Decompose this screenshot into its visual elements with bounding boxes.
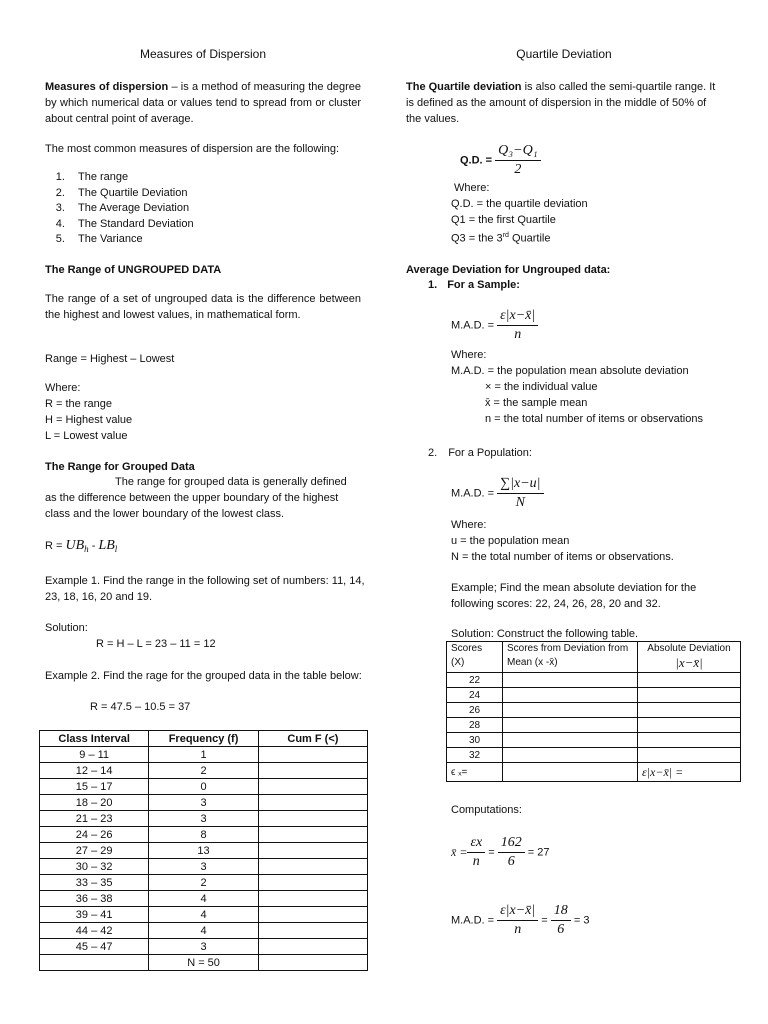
computations-label: Computations: — [451, 804, 522, 816]
class-interval-cell: 30 – 32 — [40, 859, 149, 875]
dispersion-text: – is a method of measuring the degree by which numerical data or values tend to spread from or cluster about central point of average. — [45, 81, 361, 125]
cumf-cell — [258, 939, 367, 955]
dispersion-definition — [45, 79, 361, 127]
formula-ub: UB — [65, 538, 85, 553]
class-interval-cell: 45 – 47 — [40, 939, 149, 955]
class-interval-cell: 44 – 42 — [40, 923, 149, 939]
mad-label: M.A.D. = — [451, 487, 498, 500]
mad-final-numerator-value: 18 — [551, 902, 571, 921]
range-formula: Range = Highest – Lowest — [45, 353, 175, 365]
mad-solution: Solution: Construct the following table. — [451, 628, 639, 640]
mad-label: M.A.D. = — [451, 914, 498, 927]
table-row — [447, 748, 741, 763]
sample-heading — [428, 277, 520, 293]
table-header-row — [447, 642, 741, 673]
frequency-cell: 3 — [149, 811, 258, 827]
sample-where — [451, 347, 703, 427]
table-row — [447, 673, 741, 688]
deviation-cell — [503, 718, 638, 733]
where-item: M.A.D. = the population mean absolute deviation — [451, 365, 689, 377]
where-item: N = the total number of items or observations. — [451, 551, 674, 563]
table-row — [40, 763, 368, 779]
formula-minus: - — [88, 540, 99, 552]
table-row — [40, 779, 368, 795]
absolute-deviation-cell — [638, 703, 741, 718]
sample-number: 1. — [428, 279, 438, 291]
deviation-cell — [503, 688, 638, 703]
range-ungrouped-text: The range of a set of ungrouped data is the difference between the highest and lowest values, in mathematical form. — [45, 293, 361, 321]
mean-numerator-value: 162 — [498, 834, 525, 853]
mad-population-formula — [451, 475, 544, 512]
list-item: 3. The Average Deviation — [68, 201, 368, 217]
q3-sup: rd — [502, 232, 509, 239]
where-item: L = Lowest value — [45, 430, 128, 442]
qd-text: is also called the semi-quartile range. It is defined as the amount of dispersion in the middle of 50% of the values. — [406, 81, 716, 125]
deviation-cell — [503, 733, 638, 748]
class-interval-cell: 18 – 20 — [40, 795, 149, 811]
where-item: x̄ = the sample mean — [485, 397, 588, 409]
qd-denominator: 2 — [514, 162, 522, 177]
class-interval-table — [39, 730, 368, 971]
class-interval-cell — [40, 955, 149, 971]
formula-prefix: R = — [45, 540, 66, 552]
class-interval-cell: 21 – 23 — [40, 811, 149, 827]
q3-suffix: Quartile — [508, 232, 551, 245]
mean-eq: = — [485, 846, 498, 859]
table-row — [40, 843, 368, 859]
qd-formula — [460, 142, 541, 179]
frequency-cell: 2 — [149, 875, 258, 891]
where-item: × = the individual value — [485, 381, 598, 393]
list-item: 1. The range — [68, 170, 368, 186]
class-interval-cell: 36 – 38 — [40, 891, 149, 907]
population-where — [451, 517, 674, 565]
frequency-cell: 3 — [149, 859, 258, 875]
mad-label: M.A.D. = — [451, 319, 498, 332]
sample-heading-text: For a Sample: — [447, 279, 520, 291]
right-title: Quartile Deviation — [516, 47, 612, 61]
absolute-deviation-cell — [638, 748, 741, 763]
population-heading-text: For a Population: — [448, 447, 532, 459]
where-item — [451, 228, 588, 247]
where-item: R = the range — [45, 398, 112, 410]
cumf-cell — [258, 907, 367, 923]
cumf-cell — [258, 955, 367, 971]
class-interval-cell: 33 – 35 — [40, 875, 149, 891]
class-interval-cell: 15 – 17 — [40, 779, 149, 795]
solution-label: Solution: — [45, 622, 88, 634]
table-row — [40, 875, 368, 891]
population-number: 2. — [428, 447, 438, 459]
frequency-cell: 0 — [149, 779, 258, 795]
footer-sum-abs: ε|x−x̄| = — [638, 763, 741, 782]
frequency-cell: 4 — [149, 891, 258, 907]
qd-label: Q.D. = — [460, 154, 496, 167]
class-interval-cell: 39 – 41 — [40, 907, 149, 923]
range-grouped-text: The range for grouped data is generally defined as the difference between the upper boundary of the highest class and the lower boundary of the lowest class. — [45, 476, 347, 520]
class-interval-cell: 27 – 29 — [40, 843, 149, 859]
formula-lb: LB — [98, 538, 115, 553]
mean-computation — [451, 834, 550, 871]
class-interval-cell: 12 – 14 — [40, 763, 149, 779]
absolute-deviation-cell — [638, 673, 741, 688]
table-row — [40, 923, 368, 939]
where-label: Where: — [451, 519, 487, 531]
score-cell: 30 — [447, 733, 503, 748]
mad-sample-denominator: n — [514, 327, 522, 342]
table-row — [447, 688, 741, 703]
qd-where-label: Where: — [454, 182, 490, 194]
frequency-cell: 3 — [149, 939, 258, 955]
where-item: Q.D. = the quartile deviation — [451, 198, 588, 210]
formula-sub-h: h — [84, 544, 89, 555]
table-row — [40, 747, 368, 763]
range-where — [45, 380, 132, 444]
score-cell: 22 — [447, 673, 503, 688]
mad-sample-formula — [451, 307, 538, 344]
cumf-cell — [258, 923, 367, 939]
header-scores: Scores (X) — [447, 642, 503, 673]
cumf-cell — [258, 811, 367, 827]
table-footer-row — [447, 763, 741, 782]
frequency-cell: 8 — [149, 827, 258, 843]
mad-pop-denominator: N — [515, 495, 525, 510]
table-row — [447, 718, 741, 733]
example2-text: Example 2. Find the rage for the grouped data in the table below: — [45, 670, 362, 682]
common-measures-text: The most common measures of dispersion are the following: — [45, 143, 340, 155]
cumf-cell — [258, 763, 367, 779]
cumf-cell — [258, 795, 367, 811]
qd-term: The Quartile deviation — [406, 81, 522, 93]
mad-pop-numerator: ∑|x−u| — [497, 475, 543, 494]
header-deviation: Scores from Deviation from Mean (x -x̄) — [503, 642, 638, 673]
table-row — [447, 703, 741, 718]
frequency-cell: 13 — [149, 843, 258, 859]
deviation-cell — [503, 748, 638, 763]
table-row — [40, 795, 368, 811]
qd-numerator: Q₃−Q₁ — [495, 142, 540, 161]
frequency-cell: 2 — [149, 763, 258, 779]
mad-final-result: = 3 — [570, 914, 590, 927]
formula-sub-l: l — [114, 544, 118, 555]
absolute-deviation-cell — [638, 688, 741, 703]
frequency-cell: N = 50 — [149, 955, 258, 971]
cumf-cell — [258, 891, 367, 907]
where-label: Where: — [45, 382, 81, 394]
mean-lhs: x̄ = — [451, 845, 468, 859]
mad-final-numerator: ε|x−x̄| — [497, 902, 538, 921]
score-cell: 28 — [447, 718, 503, 733]
list-item: 5. The Variance — [68, 232, 368, 248]
q3-prefix: Q3 = the 3 — [451, 232, 503, 245]
mad-final-denominator: n — [514, 922, 522, 937]
range-grouped-formula — [45, 538, 117, 554]
mad-final-eq: = — [538, 914, 551, 927]
where-item: Q1 = the first Quartile — [451, 214, 556, 226]
class-interval-cell: 24 – 26 — [40, 827, 149, 843]
deviation-cell — [503, 673, 638, 688]
where-item: H = Highest value — [45, 414, 133, 426]
header-absolute — [638, 642, 741, 673]
qd-where — [451, 196, 588, 247]
header-class-interval: Class Interval — [40, 731, 149, 747]
cumf-cell — [258, 859, 367, 875]
mean-numerator: εx — [467, 834, 485, 853]
mean-result: = 27 — [524, 846, 550, 859]
cumf-cell — [258, 843, 367, 859]
frequency-cell: 3 — [149, 795, 258, 811]
mean-denominator: n — [472, 854, 480, 869]
header-frequency: Frequency (f) — [149, 731, 258, 747]
where-item: u = the population mean — [451, 535, 570, 547]
cumf-cell — [258, 747, 367, 763]
footer-sum-x: ϵ ₓ= — [447, 763, 503, 782]
list-item: 4. The Standard Deviation — [68, 217, 368, 233]
measures-list — [46, 170, 368, 248]
range-grouped-heading: The Range for Grouped Data — [45, 461, 195, 473]
table-header-row — [40, 731, 368, 747]
cumf-cell — [258, 875, 367, 891]
header-absolute-formula: |x−x̄| — [675, 655, 703, 670]
where-label: Where: — [451, 349, 487, 361]
table-row — [40, 811, 368, 827]
table-row — [447, 733, 741, 748]
table-row — [40, 955, 368, 971]
cumf-cell — [258, 779, 367, 795]
frequency-cell: 4 — [149, 923, 258, 939]
table-row — [40, 939, 368, 955]
solution1: R = H – L = 23 – 11 = 12 — [96, 638, 216, 650]
population-heading — [428, 445, 532, 461]
header-cumf: Cum F (<) — [258, 731, 367, 747]
footer-empty — [503, 763, 638, 782]
example1-text: Example 1. Find the range in the following set of numbers: 11, 14, 23, 18, 16, 20 and 19. — [45, 575, 365, 603]
mean-denominator-value: 6 — [507, 854, 515, 869]
table-row — [40, 827, 368, 843]
table-row — [40, 859, 368, 875]
left-title: Measures of Dispersion — [139, 47, 267, 61]
dispersion-term: Measures of dispersion — [45, 81, 169, 93]
where-item: n = the total number of items or observations — [485, 413, 703, 425]
deviation-table — [446, 641, 741, 782]
score-cell: 26 — [447, 703, 503, 718]
mad-sample-numerator: ε|x−x̄| — [497, 307, 538, 326]
table-row — [40, 907, 368, 923]
header-absolute-label: Absolute Deviation — [647, 643, 731, 654]
class-interval-cell: 9 – 11 — [40, 747, 149, 763]
avg-deviation-heading: Average Deviation for Ungrouped data: — [406, 264, 611, 276]
deviation-cell — [503, 703, 638, 718]
mad-computation — [451, 902, 589, 939]
qd-definition — [406, 79, 722, 127]
cumf-cell — [258, 827, 367, 843]
absolute-deviation-cell — [638, 733, 741, 748]
table-row — [40, 891, 368, 907]
mad-final-denominator-value: 6 — [557, 922, 565, 937]
range-ungrouped-heading: The Range of UNGROUPED DATA — [45, 264, 222, 276]
absolute-deviation-cell — [638, 718, 741, 733]
list-item: 2. The Quartile Deviation — [68, 186, 368, 202]
frequency-cell: 1 — [149, 747, 258, 763]
score-cell: 24 — [447, 688, 503, 703]
frequency-cell: 4 — [149, 907, 258, 923]
solution2: R = 47.5 – 10.5 = 37 — [90, 701, 191, 713]
mad-example: Example; Find the mean absolute deviation for the following scores: 22, 24, 26, 28, 20 and 32. — [451, 582, 697, 610]
score-cell: 32 — [447, 748, 503, 763]
